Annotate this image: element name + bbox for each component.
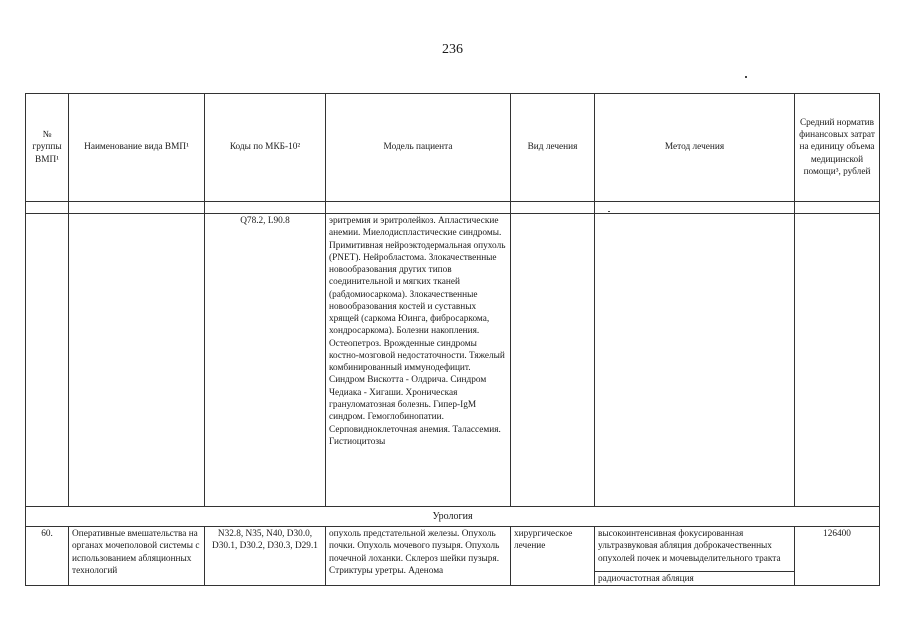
treatment-method-item: высокоинтенсивная фокусированная ультразвуковая абляция доброкачественных опухолей почек и мочевыделительного тракта	[595, 528, 794, 572]
cell-group-no: 60.	[26, 527, 69, 586]
cell-treatment-method	[595, 214, 795, 507]
header-patient-model: Модель пациента	[326, 94, 511, 202]
section-title: Урология	[26, 507, 880, 527]
header-icd-codes: Коды по МКБ-10²	[205, 94, 326, 202]
cell-treatment-type	[511, 214, 595, 507]
treatment-method-item: радиочастотная абляция	[598, 573, 694, 584]
header-cost: Средний норматив финансовых затрат на единицу объема медицинской помощи³, рублей	[795, 94, 880, 202]
cell-name	[69, 214, 205, 507]
vmp-table	[25, 93, 880, 586]
header-row	[26, 94, 880, 202]
header-name: Наименование вида ВМП¹	[69, 94, 205, 202]
cell-treatment-method	[595, 527, 795, 586]
header-treatment-type: Вид лечения	[511, 94, 595, 202]
header-group-no: № группы ВМП¹	[26, 94, 69, 202]
page-number: 236	[442, 42, 463, 57]
table-row	[26, 527, 880, 586]
scan-artifact	[745, 76, 747, 78]
section-row	[26, 507, 880, 527]
cell-treatment-type: хирургическое лечение	[511, 527, 595, 586]
cell-group-no	[26, 214, 69, 507]
spacer-row	[26, 202, 880, 214]
cell-cost	[795, 214, 880, 507]
cell-patient-model: опухоль предстательной железы. Опухоль почки. Опухоль мочевого пузыря. Опухоль почечной лоханки. Склероз шейки пузыря. Стриктуры уретры. Аденома	[326, 527, 511, 586]
cell-cost: 126400	[795, 527, 880, 586]
cell-name: Оперативные вмешательства на органах мочеполовой системы с использованием абляционных технологий	[69, 527, 205, 586]
cell-icd-codes: N32.8, N35, N40, D30.0, D30.1, D30.2, D30.3, D29.1	[205, 527, 326, 586]
header-treatment-method: Метод лечения	[595, 94, 795, 202]
cell-patient-model: эритремия и эритролейкоз. Апластические анемии. Миелодиспластические синдромы. Примитивная нейроэктодермальная опухоль (PNET). Нейробластома. Злокачественные новообразования других типов соединительной и мягких тканей (рабдомиосаркома). Злокачественные новообразования костей и суставных хрящей (саркома Юинга, фибросаркома, хондросаркома). Болезни накопления. Остеопетроз. Врожденные синдромы костно-мозговой недостаточности. Тяжелый комбинированный иммунодефицит. Синдром Вискотта - Олдрича. Синдром Чедиака - Хигаши. Хроническая грануломатозная болезнь. Гипер-IgM синдром. Гемоглобинопатии. Серповидноклеточная анемия. Талассемия. Гистиоцитозы	[326, 214, 511, 507]
cell-icd-codes: Q78.2, L90.8	[205, 214, 326, 507]
table-row	[26, 214, 880, 507]
